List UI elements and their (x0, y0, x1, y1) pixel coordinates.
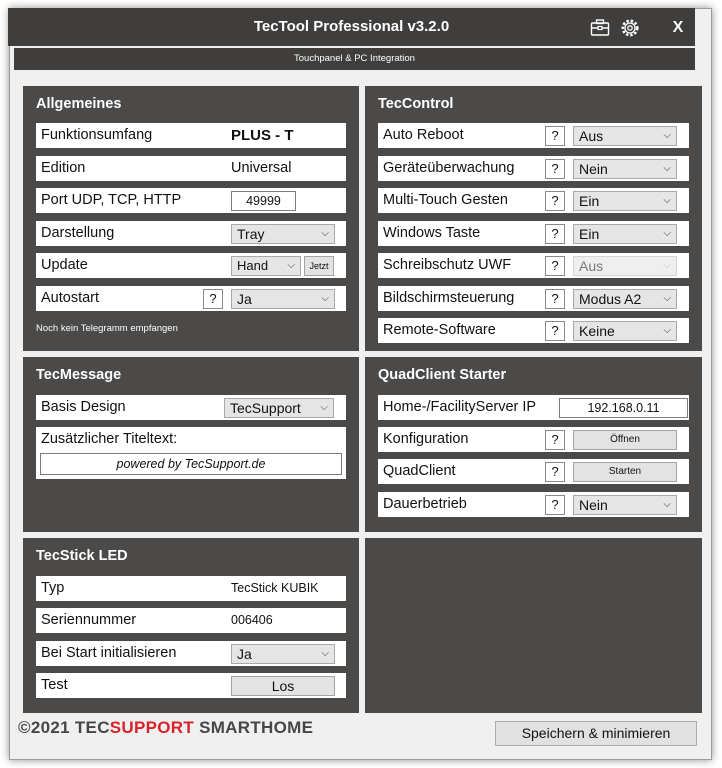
titeltext-label: Zusätzlicher Titeltext: (41, 431, 178, 447)
row-geraeteueberwachung (378, 156, 689, 181)
row-test (36, 673, 346, 698)
schreibschutz-select (573, 256, 677, 276)
autostart-help-button[interactable]: ? (203, 289, 223, 309)
chevron-down-icon: ⌵ (663, 228, 671, 239)
bildschirmsteuerung-help-button[interactable]: ? (545, 289, 565, 309)
schreibschutz-select-value: Aus (579, 258, 604, 274)
logo-text-accent: SUPPORT (109, 718, 195, 737)
row-windows-taste (378, 221, 689, 246)
basis-design-select[interactable] (224, 398, 334, 418)
chevron-down-icon: ⌵ (321, 293, 329, 304)
brand-logo (18, 718, 313, 738)
row-basis-design (36, 395, 346, 420)
init-select-value: Ja (237, 646, 252, 662)
auto-reboot-label: Auto Reboot (383, 127, 464, 143)
panel-empty (365, 538, 702, 713)
panel-title: TecStick LED (36, 548, 128, 564)
remote-software-label: Remote-Software (383, 322, 496, 338)
autostart-select-value: Ja (237, 291, 252, 307)
port-label: Port UDP, TCP, HTTP (41, 192, 182, 208)
edition-label: Edition (41, 160, 86, 176)
logo-text-suffix: SMARTHOME (194, 718, 314, 737)
chevron-down-icon: ⌵ (321, 228, 329, 239)
row-dauerbetrieb (378, 492, 689, 517)
multi-touch-help-button[interactable]: ? (545, 191, 565, 211)
test-label: Test (41, 677, 68, 693)
panel-tecstick (23, 538, 359, 713)
update-select[interactable] (231, 256, 301, 276)
row-quadclient (378, 459, 689, 484)
multi-touch-select-value: Ein (579, 193, 600, 209)
row-port (36, 188, 346, 213)
row-autostart (36, 286, 346, 311)
update-select-value: Hand (237, 258, 269, 273)
row-schreibschutz (378, 253, 689, 278)
quadclient-start-button[interactable]: Starten (573, 462, 677, 482)
row-typ (36, 576, 346, 601)
row-titeltext (36, 427, 346, 479)
row-multi-touch (378, 188, 689, 213)
geraeteueberwachung-select-value: Nein (579, 161, 608, 177)
geraeteueberwachung-label: Geräteüberwachung (383, 160, 515, 176)
row-remote-software (378, 318, 689, 343)
row-funktionsumfang (36, 123, 346, 148)
server-ip-label: Home-/FacilityServer IP (383, 399, 537, 415)
dauerbetrieb-help-button[interactable]: ? (545, 495, 565, 515)
window-title: TecTool Professional v3.2.0 (253, 18, 450, 35)
test-button[interactable]: Los (231, 676, 335, 696)
seriennummer-label: Seriennummer (41, 612, 137, 628)
chevron-down-icon: ⌵ (663, 293, 671, 304)
row-edition (36, 156, 346, 181)
darstellung-label: Darstellung (41, 225, 115, 241)
autostart-label: Autostart (41, 290, 100, 306)
panel-allgemeines (23, 86, 359, 351)
logo-text-prefix: ©2021 TEC (18, 718, 110, 737)
schreibschutz-label: Schreibschutz UWF (383, 257, 512, 273)
multi-touch-select[interactable] (573, 191, 677, 211)
typ-value: TecStick KUBIK (231, 581, 319, 595)
chevron-down-icon: ⌵ (287, 260, 295, 271)
panel-quadclient (365, 357, 702, 532)
panel-title: TecMessage (36, 367, 122, 383)
init-label: Bei Start initialisieren (41, 645, 177, 661)
chevron-down-icon: ⌵ (321, 648, 329, 659)
quadclient-help-button[interactable]: ? (545, 462, 565, 482)
edition-value: Universal (231, 160, 292, 176)
geraeteueberwachung-help-button[interactable]: ? (545, 159, 565, 179)
panel-title: Allgemeines (36, 96, 122, 112)
quadclient-label: QuadClient (383, 463, 456, 479)
subtitle-bar: Touchpanel & PC Integration (14, 48, 695, 70)
seriennummer-value: 006406 (231, 613, 273, 627)
telegram-status: Noch kein Telegramm empfangen (36, 323, 178, 334)
geraeteueberwachung-select[interactable] (573, 159, 677, 179)
auto-reboot-select[interactable] (573, 126, 677, 146)
konfiguration-open-button[interactable]: Öffnen (573, 430, 677, 450)
panel-title: QuadClient Starter (378, 367, 507, 383)
konfiguration-label: Konfiguration (383, 431, 469, 447)
autostart-select[interactable] (231, 289, 335, 309)
toolbox-icon[interactable] (590, 18, 610, 38)
bildschirmsteuerung-select[interactable] (573, 289, 677, 309)
windows-taste-label: Windows Taste (383, 225, 481, 241)
windows-taste-select[interactable] (573, 224, 677, 244)
save-minimize-button[interactable]: Speichern & minimieren (495, 721, 697, 746)
row-init (36, 641, 346, 666)
remote-software-help-button[interactable]: ? (545, 321, 565, 341)
close-button[interactable]: X (672, 19, 684, 36)
row-auto-reboot (378, 123, 689, 148)
dauerbetrieb-select[interactable] (573, 495, 677, 515)
auto-reboot-help-button[interactable]: ? (545, 126, 565, 146)
auto-reboot-select-value: Aus (579, 128, 604, 144)
darstellung-select-value: Tray (237, 226, 265, 242)
panel-title: TecControl (378, 96, 454, 112)
chevron-down-icon: ⌵ (663, 499, 671, 510)
dauerbetrieb-label: Dauerbetrieb (383, 496, 467, 512)
row-seriennummer (36, 608, 346, 633)
row-darstellung (36, 221, 346, 246)
title-bar (8, 8, 695, 46)
update-now-button[interactable]: Jetzt (304, 256, 334, 276)
panel-tecmessage (23, 357, 359, 532)
typ-label: Typ (41, 580, 65, 596)
remote-software-select[interactable] (573, 321, 677, 341)
row-update (36, 253, 346, 278)
windows-taste-select-value: Ein (579, 226, 600, 242)
row-konfiguration (378, 427, 689, 452)
init-select[interactable] (231, 644, 335, 664)
dauerbetrieb-select-value: Nein (579, 497, 608, 513)
schreibschutz-help-button[interactable]: ? (545, 256, 565, 276)
update-label: Update (41, 257, 88, 273)
chevron-down-icon: ⌵ (663, 325, 671, 336)
port-input[interactable] (231, 191, 296, 211)
row-server-ip (378, 395, 689, 420)
bildschirmsteuerung-label: Bildschirmsteuerung (383, 290, 515, 306)
funktionsumfang-value: PLUS - T (231, 127, 294, 144)
bildschirmsteuerung-select-value: Modus A2 (579, 291, 642, 307)
chevron-down-icon: ⌵ (663, 195, 671, 206)
chevron-down-icon: ⌵ (663, 260, 671, 271)
chevron-down-icon: ⌵ (663, 163, 671, 174)
chevron-down-icon: ⌵ (320, 402, 328, 413)
basis-design-select-value: TecSupport (230, 400, 301, 416)
multi-touch-label: Multi-Touch Gesten (383, 192, 508, 208)
panel-teccontrol (365, 86, 702, 351)
windows-taste-help-button[interactable]: ? (545, 224, 565, 244)
konfiguration-help-button[interactable]: ? (545, 430, 565, 450)
gear-icon[interactable] (620, 18, 640, 38)
darstellung-select[interactable] (231, 224, 335, 244)
remote-software-select-value: Keine (579, 323, 615, 339)
funktionsumfang-label: Funktionsumfang (41, 127, 153, 143)
chevron-down-icon: ⌵ (663, 130, 671, 141)
server-ip-input[interactable] (559, 398, 688, 418)
basis-design-label: Basis Design (41, 399, 126, 415)
titeltext-input[interactable] (40, 453, 342, 475)
row-bildschirmsteuerung (378, 286, 689, 311)
